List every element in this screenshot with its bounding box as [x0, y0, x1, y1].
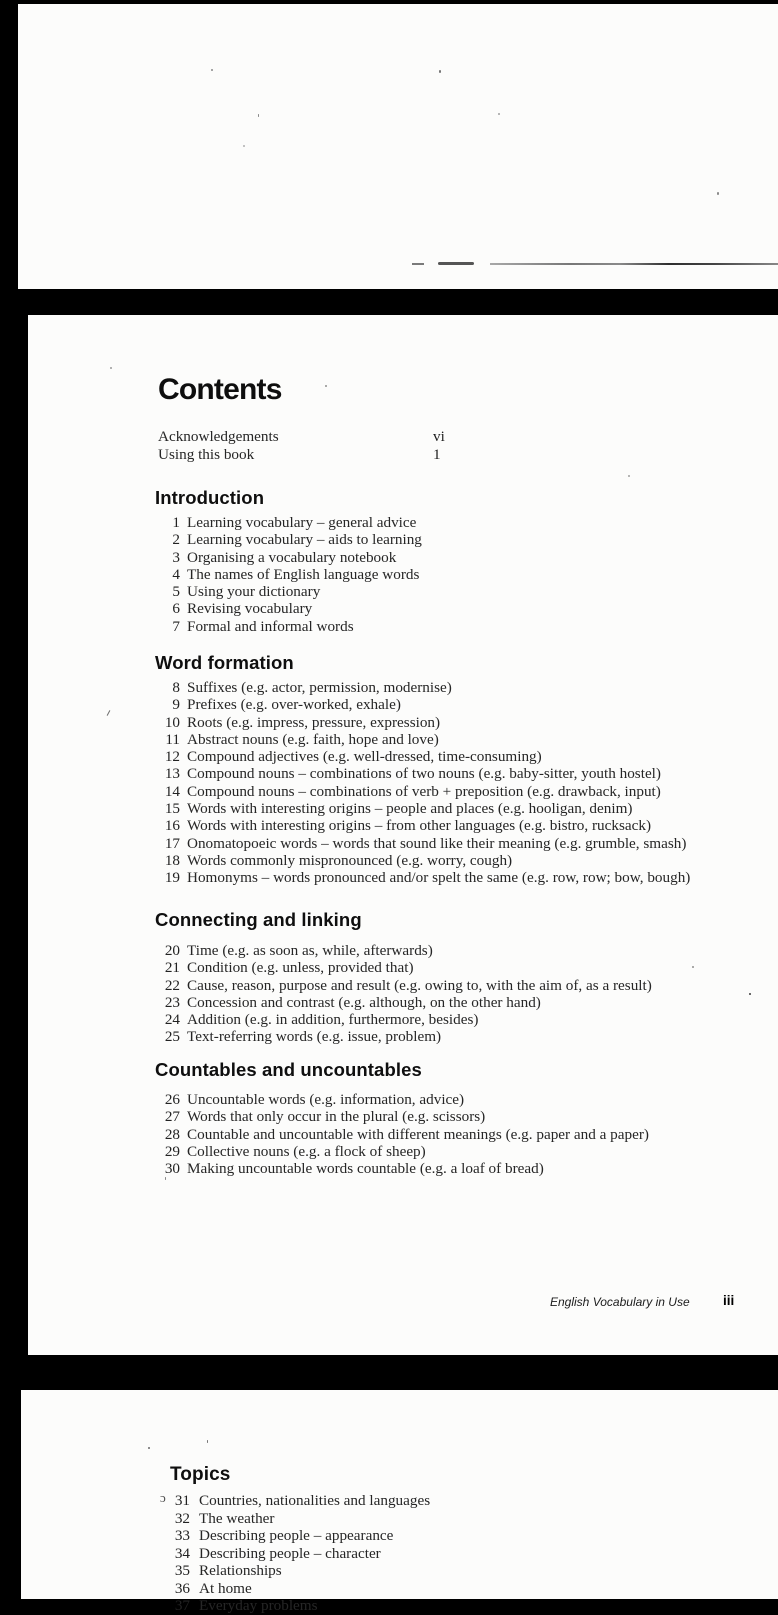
toc-entry-title: Organising a vocabulary notebook [187, 548, 397, 566]
toc-entry-number: 13 [164, 765, 180, 783]
toc-entry [28, 1160, 778, 1177]
toc-entry-number: 32 [174, 1509, 190, 1527]
toc-entry [28, 1091, 778, 1108]
toc-entry-number: 28 [164, 1125, 180, 1143]
section-item-list [21, 1492, 778, 1615]
toc-entry [28, 1108, 778, 1125]
toc-entry-number: 37 [174, 1597, 190, 1614]
toc-entry-title: Words with interesting origins – from other languages (e.g. bistro, rucksack) [187, 817, 651, 835]
front-matter-page-number: vi [433, 428, 445, 445]
toc-entry-title: Revising vocabulary [187, 600, 313, 618]
scan-artifact-speck [148, 1447, 150, 1449]
toc-entry-title: Addition (e.g. in addition, furthermore, besides) [187, 1011, 479, 1029]
toc-entry-title: Making uncountable words countable (e.g. a loaf of bread) [187, 1160, 544, 1178]
toc-entry-number: 12 [164, 748, 180, 766]
toc-entry-number: 11 [165, 730, 180, 748]
toc-entry-title: Abstract nouns (e.g. faith, hope and love) [187, 730, 439, 748]
scan-artifact-speck [211, 69, 213, 71]
toc-entry [28, 748, 778, 765]
toc-entry-title: Prefixes (e.g. over-worked, exhale) [187, 696, 401, 714]
toc-entry-title: Suffixes (e.g. actor, permission, modernise) [187, 679, 452, 696]
toc-entry-number: 16 [164, 817, 180, 835]
toc-entry-title: Countable and uncountable with different meanings (e.g. paper and a paper) [187, 1125, 649, 1143]
blank-scan-page [18, 4, 778, 289]
toc-entry-number: 4 [172, 565, 180, 583]
toc-entry-title: The weather [199, 1509, 275, 1527]
toc-entry-number: 10 [164, 713, 180, 731]
toc-section [28, 487, 778, 635]
scan-artifact-speck [717, 192, 719, 195]
toc-entry-title: Words with interesting origins – people and places (e.g. hooligan, denim) [187, 800, 633, 818]
front-matter-label: Using this book [158, 445, 255, 463]
toc-entry-number: 24 [164, 1011, 180, 1029]
scan-artifact-speck [692, 966, 694, 968]
toc-section [28, 909, 778, 1046]
front-matter-row [158, 446, 498, 464]
toc-entry [28, 731, 778, 748]
topics-page [21, 1390, 778, 1614]
toc-entry-number: 8 [172, 679, 180, 696]
scan-artifact-speck [498, 113, 500, 115]
front-matter-row [158, 428, 498, 446]
contents-page [28, 315, 778, 1355]
toc-entry [28, 835, 778, 852]
scan-artifact-speck [749, 993, 751, 995]
toc-entry [28, 765, 778, 782]
toc-entry-number: 7 [172, 617, 180, 635]
toc-entry [21, 1562, 778, 1580]
toc-entry-number: 9 [172, 696, 180, 714]
scan-artifact-speck [110, 367, 112, 369]
toc-entry-title: Everyday problems [199, 1597, 318, 1614]
toc-entry-title: Describing people – character [199, 1544, 381, 1562]
toc-entry-number: 23 [164, 993, 180, 1011]
toc-entry-number: 2 [172, 531, 180, 549]
toc-entry-title: Roots (e.g. impress, pressure, expression) [187, 713, 441, 731]
toc-entry-number: 6 [172, 600, 180, 618]
section-item-list [28, 1091, 778, 1177]
toc-entry [28, 618, 778, 635]
section-heading: Word formation [155, 652, 294, 673]
scan-artifact-glyph: ɔ [160, 1490, 166, 1505]
toc-entry-title: Onomatopoeic words – words that sound like their meaning (e.g. grumble, smash) [187, 834, 687, 852]
toc-entry [28, 959, 778, 976]
toc-entry [28, 869, 778, 886]
toc-entry-number: 26 [164, 1091, 180, 1108]
scan-artifact-line [438, 262, 474, 265]
scan-artifact-line [412, 263, 424, 265]
toc-entry-title: Uncountable words (e.g. information, advice) [187, 1091, 465, 1108]
toc-entry-number: 27 [164, 1108, 180, 1126]
toc-entry-title: Countries, nationalities and languages [199, 1492, 431, 1509]
front-matter-label: Acknowledgements [158, 428, 279, 445]
toc-entry [21, 1580, 778, 1598]
toc-entry-number: 31 [174, 1492, 190, 1509]
toc-entry-number: 25 [164, 1028, 180, 1046]
front-matter-list [158, 428, 498, 463]
scan-artifact-speck [325, 385, 327, 387]
toc-entry-title: At home [199, 1579, 252, 1597]
toc-section [28, 1059, 778, 1177]
scan-artifact-speck [439, 70, 441, 73]
toc-entry-number: 17 [164, 834, 180, 852]
section-item-list [28, 679, 778, 887]
toc-entry-number: 36 [174, 1579, 190, 1597]
toc-entry [21, 1527, 778, 1545]
section-item-list [28, 942, 778, 1046]
toc-entry [28, 977, 778, 994]
toc-entry [28, 714, 778, 731]
toc-entry [28, 514, 778, 531]
toc-section [21, 1463, 778, 1615]
toc-entry [21, 1597, 778, 1615]
toc-entry [28, 583, 778, 600]
section-heading: Connecting and linking [155, 909, 362, 930]
section-heading: Introduction [155, 487, 265, 508]
toc-entry-title: Text-referring words (e.g. issue, problem) [187, 1028, 442, 1046]
toc-entry-number: 18 [164, 851, 180, 869]
toc-entry-number: 1 [172, 514, 180, 531]
scan-artifact-speck [628, 475, 630, 477]
toc-entry-title: Condition (e.g. unless, provided that) [187, 959, 414, 977]
front-matter-page-number: 1 [433, 445, 441, 463]
toc-entry-number: 14 [164, 782, 180, 800]
scan-artifact-speck [243, 145, 245, 147]
toc-entry [28, 600, 778, 617]
toc-entry [28, 800, 778, 817]
toc-entry-title: Time (e.g. as soon as, while, afterwards) [187, 942, 433, 959]
toc-entry [28, 1126, 778, 1143]
page-title: Contents [158, 373, 282, 406]
toc-entry-title: Formal and informal words [187, 617, 354, 635]
running-footer-book-title: English Vocabulary in Use [550, 1295, 690, 1309]
toc-entry [28, 942, 778, 959]
toc-entry-title: Words that only occur in the plural (e.g. scissors) [187, 1108, 486, 1126]
page-number: iii [723, 1293, 735, 1308]
scan-artifact-speck [258, 114, 259, 117]
toc-entry-title: Relationships [199, 1562, 282, 1579]
toc-entry [28, 696, 778, 713]
toc-entry-number: 3 [172, 548, 180, 566]
toc-entry [28, 817, 778, 834]
toc-entry-number: 19 [164, 869, 180, 887]
toc-entry-number: 22 [164, 976, 180, 994]
scan-artifact-speck [207, 1440, 208, 1443]
toc-entry-number: 5 [172, 583, 180, 601]
toc-entry [28, 549, 778, 566]
toc-entry-number: 29 [164, 1142, 180, 1160]
toc-entry-number: 21 [164, 959, 180, 977]
toc-entry-number: 35 [174, 1562, 190, 1579]
toc-entry-title: Compound nouns – combinations of two nouns (e.g. baby-sitter, youth hostel) [187, 765, 661, 783]
toc-entry [28, 852, 778, 869]
toc-section [28, 652, 778, 887]
toc-entry-number: 33 [174, 1527, 190, 1544]
toc-entry [28, 1143, 778, 1160]
toc-entry-number: 15 [164, 800, 180, 818]
toc-entry-title: Homonyms – words pronounced and/or spelt the same (e.g. row, row; bow, bough) [187, 869, 691, 887]
toc-entry [21, 1545, 778, 1563]
section-heading: Topics [170, 1464, 231, 1485]
toc-entry [28, 531, 778, 548]
toc-entry [28, 1011, 778, 1028]
toc-entry-title: Collective nouns (e.g. a flock of sheep) [187, 1142, 426, 1160]
toc-entry-number: 20 [164, 942, 180, 959]
toc-entry [28, 566, 778, 583]
toc-entry-title: Describing people – appearance [199, 1527, 394, 1544]
toc-entry-title: Compound nouns – combinations of verb + preposition (e.g. drawback, input) [187, 782, 661, 800]
toc-entry-title: Cause, reason, purpose and result (e.g. owing to, with the aim of, as a result) [187, 976, 652, 994]
toc-entry-title: Concession and contrast (e.g. although, on the other hand) [187, 993, 541, 1011]
toc-entry [21, 1492, 778, 1510]
toc-entry-title: The names of English language words [187, 565, 420, 583]
toc-entry [21, 1510, 778, 1528]
section-heading: Countables and uncountables [155, 1059, 422, 1080]
scan-artifact-speck [165, 1177, 166, 1180]
toc-entry-title: Learning vocabulary – aids to learning [187, 531, 422, 549]
toc-entry-title: Learning vocabulary – general advice [187, 514, 417, 531]
toc-entry [28, 679, 778, 696]
scan-artifact-line [490, 263, 778, 265]
toc-entry-number: 30 [164, 1160, 180, 1178]
toc-entry [28, 994, 778, 1011]
toc-entry [28, 1028, 778, 1045]
toc-entry-title: Words commonly mispronounced (e.g. worry, cough) [187, 851, 513, 869]
toc-entry-title: Compound adjectives (e.g. well-dressed, time-consuming) [187, 748, 542, 766]
section-item-list [28, 514, 778, 635]
toc-entry-number: 34 [174, 1544, 190, 1562]
toc-entry-title: Using your dictionary [187, 583, 321, 601]
toc-entry [28, 783, 778, 800]
